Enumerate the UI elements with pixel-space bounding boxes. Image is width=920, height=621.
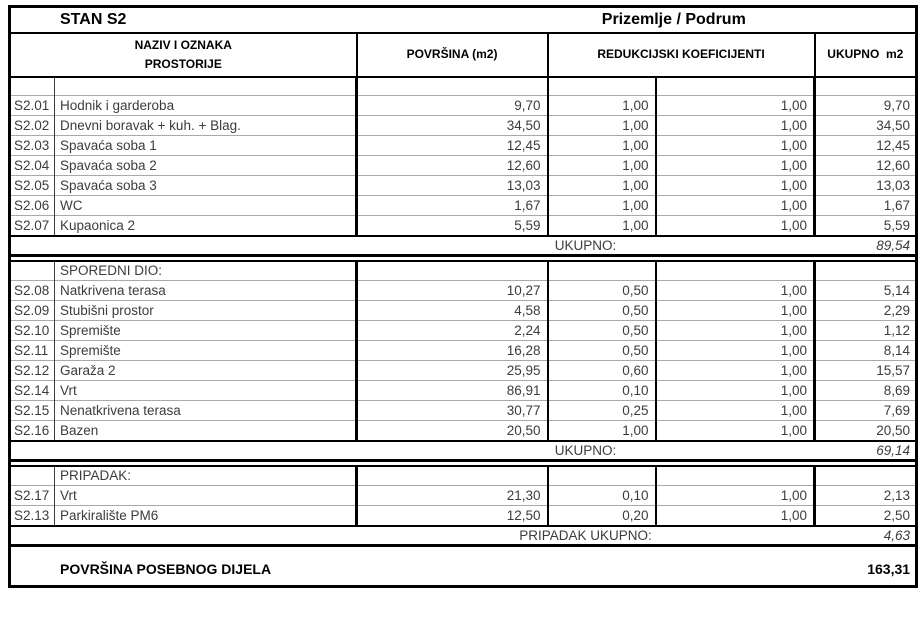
room-code-cell: S2.06 bbox=[10, 196, 55, 216]
area-cell: 1,67 bbox=[357, 196, 548, 216]
room-row bbox=[10, 421, 917, 441]
room-code-cell: S2.10 bbox=[10, 321, 55, 341]
row-total-cell bbox=[815, 261, 917, 281]
coef1-cell: 0,50 bbox=[548, 301, 656, 321]
coef2-cell: 1,00 bbox=[656, 506, 815, 526]
room-name-cell bbox=[55, 77, 357, 96]
room-name-cell: Dnevni boravak + kuh. + Blag. bbox=[55, 116, 357, 136]
room-code-cell: S2.01 bbox=[10, 96, 55, 116]
room-row bbox=[10, 321, 917, 341]
coef2-cell: 1,00 bbox=[656, 116, 815, 136]
area-cell: 12,45 bbox=[357, 136, 548, 156]
room-row bbox=[10, 176, 917, 196]
special-part-total-label: POVRŠINA POSEBNOG DIJELA bbox=[10, 546, 815, 587]
row-total-cell: 20,50 bbox=[815, 421, 917, 441]
col-header-coefficients: REDUKCIJSKI KOEFICIJENTI bbox=[548, 33, 815, 77]
area-cell: 12,50 bbox=[357, 506, 548, 526]
area-cell: 2,24 bbox=[357, 321, 548, 341]
room-code-cell: S2.04 bbox=[10, 156, 55, 176]
room-row bbox=[10, 301, 917, 321]
column-header-row bbox=[10, 33, 917, 77]
room-name-cell: Vrt bbox=[55, 381, 357, 401]
room-name-cell: Spremište bbox=[55, 321, 357, 341]
row-total-cell bbox=[815, 466, 917, 486]
room-code-cell: S2.03 bbox=[10, 136, 55, 156]
section-total-label: UKUPNO: bbox=[357, 236, 815, 256]
row-total-cell: 5,14 bbox=[815, 281, 917, 301]
room-name-cell: Hodnik i garderoba bbox=[55, 96, 357, 116]
section-total-label: PRIPADAK UKUPNO: bbox=[357, 526, 815, 546]
room-row bbox=[10, 116, 917, 136]
room-name-cell: Parkiralište PM6 bbox=[55, 506, 357, 526]
section-total-row bbox=[10, 441, 917, 461]
room-name-cell: Vrt bbox=[55, 486, 357, 506]
coef2-cell: 1,00 bbox=[656, 96, 815, 116]
floor-title: Prizemlje / Podrum bbox=[357, 7, 917, 33]
coef1-cell: 0,25 bbox=[548, 401, 656, 421]
section-total-value: 89,54 bbox=[815, 236, 917, 256]
row-total-cell bbox=[815, 77, 917, 96]
room-name-cell: Spavaća soba 2 bbox=[55, 156, 357, 176]
area-cell bbox=[357, 261, 548, 281]
coef2-cell: 1,00 bbox=[656, 341, 815, 361]
room-name-cell: Natkrivena terasa bbox=[55, 281, 357, 301]
apartment-title: STAN S2 bbox=[10, 7, 357, 33]
spacer-row bbox=[10, 77, 917, 96]
room-code-cell: S2.14 bbox=[10, 381, 55, 401]
section-total-label: UKUPNO: bbox=[357, 441, 815, 461]
area-cell: 16,28 bbox=[357, 341, 548, 361]
row-total-cell: 1,12 bbox=[815, 321, 917, 341]
room-row bbox=[10, 281, 917, 301]
row-total-cell: 2,29 bbox=[815, 301, 917, 321]
coef1-cell: 0,50 bbox=[548, 281, 656, 301]
room-code-cell: S2.13 bbox=[10, 506, 55, 526]
section-total-value: 4,63 bbox=[815, 526, 917, 546]
room-row bbox=[10, 136, 917, 156]
coef1-cell bbox=[548, 261, 656, 281]
room-row bbox=[10, 401, 917, 421]
coef1-cell: 1,00 bbox=[548, 156, 656, 176]
section-label: PRIPADAK: bbox=[55, 466, 357, 486]
coef2-cell: 1,00 bbox=[656, 136, 815, 156]
section-total-spacer bbox=[10, 236, 357, 256]
coef2-cell: 1,00 bbox=[656, 301, 815, 321]
room-row bbox=[10, 486, 917, 506]
coef1-cell: 1,00 bbox=[548, 176, 656, 196]
room-row bbox=[10, 341, 917, 361]
room-row bbox=[10, 506, 917, 526]
row-total-cell: 12,60 bbox=[815, 156, 917, 176]
coef1-cell: 1,00 bbox=[548, 96, 656, 116]
room-name-cell: Garaža 2 bbox=[55, 361, 357, 381]
coef1-cell: 0,20 bbox=[548, 506, 656, 526]
room-row bbox=[10, 156, 917, 176]
area-cell: 20,50 bbox=[357, 421, 548, 441]
area-cell: 12,60 bbox=[357, 156, 548, 176]
room-code-cell: S2.02 bbox=[10, 116, 55, 136]
area-cell: 13,03 bbox=[357, 176, 548, 196]
section-label-row bbox=[10, 466, 917, 486]
room-code-cell: S2.16 bbox=[10, 421, 55, 441]
row-total-cell: 2,13 bbox=[815, 486, 917, 506]
row-total-cell: 8,14 bbox=[815, 341, 917, 361]
row-total-cell: 12,45 bbox=[815, 136, 917, 156]
section-total-spacer bbox=[10, 526, 357, 546]
room-code-cell bbox=[10, 261, 55, 281]
room-code-cell: S2.12 bbox=[10, 361, 55, 381]
coef1-cell: 0,10 bbox=[548, 381, 656, 401]
row-total-cell: 2,50 bbox=[815, 506, 917, 526]
coef2-cell bbox=[656, 77, 815, 96]
row-total-cell: 8,69 bbox=[815, 381, 917, 401]
coef1-cell: 1,00 bbox=[548, 216, 656, 236]
section-total-row bbox=[10, 526, 917, 546]
row-total-cell: 5,59 bbox=[815, 216, 917, 236]
coef1-cell: 0,60 bbox=[548, 361, 656, 381]
room-code-cell: S2.17 bbox=[10, 486, 55, 506]
area-cell bbox=[357, 466, 548, 486]
coef1-cell: 1,00 bbox=[548, 116, 656, 136]
room-code-cell: S2.08 bbox=[10, 281, 55, 301]
section-total-value: 69,14 bbox=[815, 441, 917, 461]
room-row bbox=[10, 96, 917, 116]
room-row bbox=[10, 216, 917, 236]
row-total-cell: 9,70 bbox=[815, 96, 917, 116]
coef1-cell: 0,50 bbox=[548, 321, 656, 341]
area-cell: 30,77 bbox=[357, 401, 548, 421]
room-row bbox=[10, 196, 917, 216]
room-code-cell: S2.15 bbox=[10, 401, 55, 421]
row-total-cell: 7,69 bbox=[815, 401, 917, 421]
coef1-cell bbox=[548, 77, 656, 96]
area-cell: 4,58 bbox=[357, 301, 548, 321]
coef1-cell: 1,00 bbox=[548, 136, 656, 156]
row-total-cell: 15,57 bbox=[815, 361, 917, 381]
area-cell: 9,70 bbox=[357, 96, 548, 116]
coef1-cell bbox=[548, 466, 656, 486]
coef2-cell: 1,00 bbox=[656, 321, 815, 341]
col-header-total: UKUPNO m2 bbox=[815, 33, 917, 77]
coef2-cell bbox=[656, 466, 815, 486]
coef2-cell: 1,00 bbox=[656, 196, 815, 216]
room-name-cell: Spavaća soba 3 bbox=[55, 176, 357, 196]
area-cell bbox=[357, 77, 548, 96]
section-label: SPOREDNI DIO: bbox=[55, 261, 357, 281]
room-name-cell: Nenatkrivena terasa bbox=[55, 401, 357, 421]
room-name-cell: Stubišni prostor bbox=[55, 301, 357, 321]
row-total-cell: 13,03 bbox=[815, 176, 917, 196]
room-name-cell: Bazen bbox=[55, 421, 357, 441]
coef2-cell: 1,00 bbox=[656, 216, 815, 236]
coef1-cell: 1,00 bbox=[548, 196, 656, 216]
coef2-cell: 1,00 bbox=[656, 176, 815, 196]
room-name-cell: Kupaonica 2 bbox=[55, 216, 357, 236]
coef2-cell: 1,00 bbox=[656, 361, 815, 381]
room-name-cell: Spavaća soba 1 bbox=[55, 136, 357, 156]
room-name-cell: WC bbox=[55, 196, 357, 216]
room-code-cell bbox=[10, 466, 55, 486]
room-row bbox=[10, 361, 917, 381]
room-code-cell bbox=[10, 77, 55, 96]
coef1-cell: 1,00 bbox=[548, 421, 656, 441]
room-code-cell: S2.07 bbox=[10, 216, 55, 236]
row-total-cell: 1,67 bbox=[815, 196, 917, 216]
section-total-spacer bbox=[10, 441, 357, 461]
room-name-cell: Spremište bbox=[55, 341, 357, 361]
area-cell: 34,50 bbox=[357, 116, 548, 136]
room-code-cell: S2.11 bbox=[10, 341, 55, 361]
coef2-cell: 1,00 bbox=[656, 421, 815, 441]
special-part-total-row bbox=[10, 546, 917, 587]
coef2-cell: 1,00 bbox=[656, 401, 815, 421]
coef2-cell: 1,00 bbox=[656, 156, 815, 176]
col-header-name-line1: NAZIV I OZNAKA bbox=[134, 37, 232, 52]
area-cell: 5,59 bbox=[357, 216, 548, 236]
room-code-cell: S2.09 bbox=[10, 301, 55, 321]
section-label-row bbox=[10, 261, 917, 281]
coef2-cell: 1,00 bbox=[656, 281, 815, 301]
area-calculation-table bbox=[8, 5, 918, 588]
area-cell: 86,91 bbox=[357, 381, 548, 401]
row-total-cell: 34,50 bbox=[815, 116, 917, 136]
area-cell: 10,27 bbox=[357, 281, 548, 301]
room-row bbox=[10, 381, 917, 401]
coef1-cell: 0,10 bbox=[548, 486, 656, 506]
section-total-row bbox=[10, 236, 917, 256]
coef1-cell: 0,50 bbox=[548, 341, 656, 361]
coef2-cell bbox=[656, 261, 815, 281]
col-header-name bbox=[10, 33, 357, 77]
col-header-name-line2: PROSTORIJE bbox=[144, 56, 222, 71]
coef2-cell: 1,00 bbox=[656, 381, 815, 401]
title-row bbox=[10, 7, 917, 33]
room-code-cell: S2.05 bbox=[10, 176, 55, 196]
col-header-area: POVRŠINA (m2) bbox=[357, 33, 548, 77]
coef2-cell: 1,00 bbox=[656, 486, 815, 506]
area-cell: 21,30 bbox=[357, 486, 548, 506]
special-part-total-value: 163,31 bbox=[815, 546, 917, 587]
area-cell: 25,95 bbox=[357, 361, 548, 381]
